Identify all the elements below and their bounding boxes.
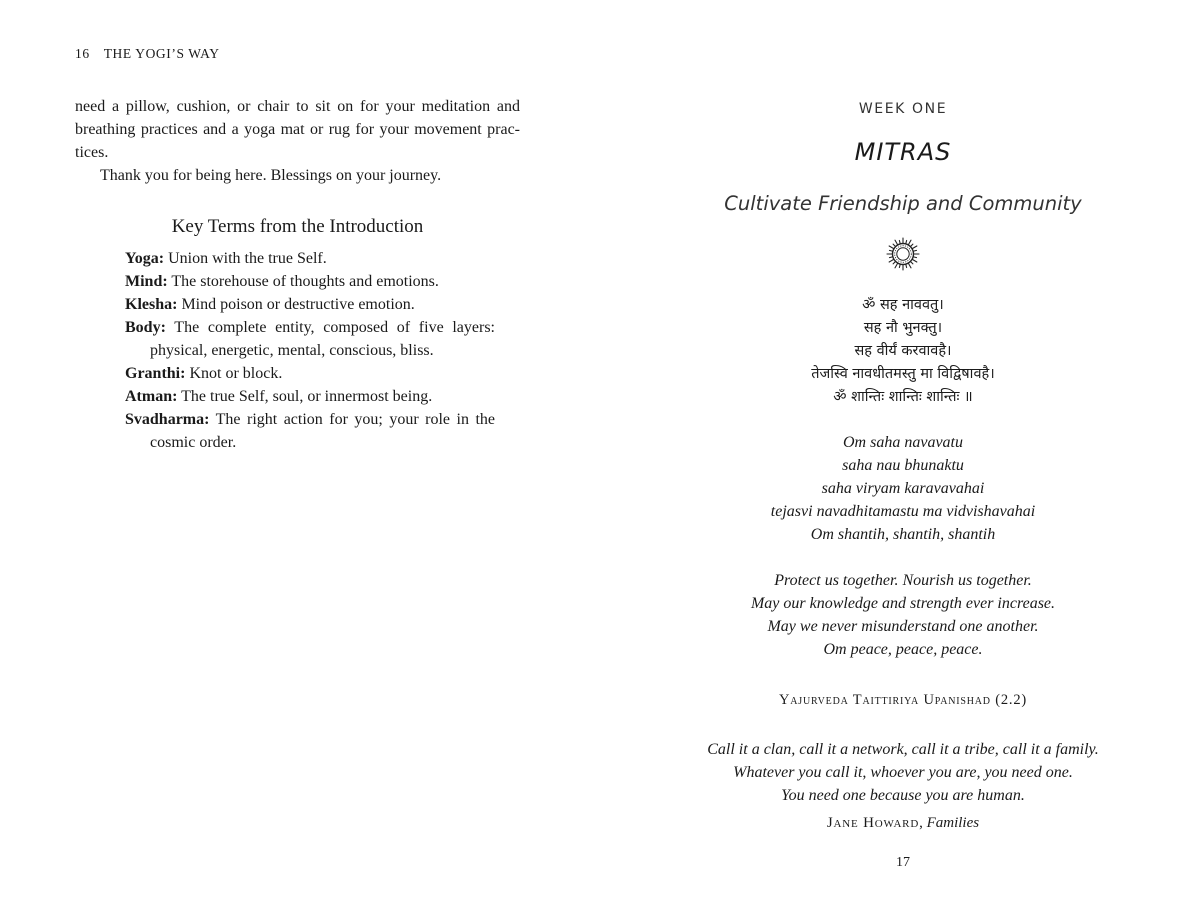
verse-line: Om saha navavatu [843,434,963,451]
attribution-separator: , [919,815,927,831]
verse-line: saha nau bhunaktu [842,457,964,474]
verse-source: Yajurveda Taittiriya Upanishad (2.2) [778,692,1028,708]
verse-line: May our knowledge and strength ever increase. [750,595,1056,612]
term: Svadharma: [125,411,210,428]
definition: The true Self, soul, or innermost being. [177,388,433,405]
epigraph-author: Jane Howard [826,815,920,831]
verse-line: May we never misunderstand one another. [767,618,1039,635]
paragraph: need a pillow, cushion, or chair to sit on for your meditation and breathing practices and a yoga mat or rug for your movement practices. [75,98,520,161]
key-terms-list [125,247,495,454]
epigraph [600,738,1200,807]
epigraph-line: You need one because you are human. [781,787,1025,804]
chapter-title: MITRAS [854,138,952,166]
verse-line: Om peace, peace, peace. [823,641,983,658]
week-label: WEEK ONE [858,101,948,117]
key-term-item [125,362,495,385]
key-term-item [125,247,495,270]
sun-ornament-icon [886,237,920,271]
definition: Mind poison or destructive emotion. [177,296,415,313]
running-head [75,46,220,62]
translation-verse [600,569,1200,661]
right-page [600,0,1200,900]
left-page-number: 16 [75,46,90,61]
term: Mind: [125,273,168,290]
definition: The storehouse of thoughts and emotions. [167,273,439,290]
verse-line: ॐ शान्तिः शान्तिः शान्तिः ॥ [833,389,973,405]
verse-line: सह वीर्यं करवावहै। [854,343,952,359]
key-term-item [125,385,495,408]
term: Yoga: [125,250,165,267]
definition: Knot or block. [185,365,283,382]
epigraph-line: Whatever you call it, whoever you are, you need one. [733,764,1073,781]
epigraph-attribution [600,815,1200,832]
key-terms-heading: Key Terms from the Introduction [171,216,424,237]
definition: The right action for you; your role in the cosmic order. [150,411,495,451]
key-term-item [125,270,495,293]
term: Body: [125,319,166,336]
key-term-item [125,293,495,316]
key-term-item [125,316,495,362]
key-term-item [125,408,495,454]
epigraph-line: Call it a clan, call it a network, call it a tribe, call it a family. [707,741,1099,758]
sanskrit-verse [600,294,1200,409]
book-title: THE YOGI’S WAY [103,46,220,61]
definition: The complete entity, composed of five layers: physical, energetic, mental, conscious, bliss. [150,319,495,359]
verse-line: Protect us together. Nourish us together. [774,572,1032,589]
verse-line: तेजस्वि नावधीतमस्तु मा विद्विषावहै। [811,366,995,382]
epigraph-work: Families [926,815,980,831]
chapter-subtitle: Cultivate Friendship and Community [724,192,1082,215]
transliteration-verse [600,431,1200,546]
body-text [75,95,520,187]
definition: Union with the true Self. [164,250,327,267]
verse-line: Om shantih, shantih, shantih [810,526,996,543]
verse-line: ॐ सह नाववतु। [862,297,944,313]
term: Granthi: [125,365,186,382]
right-page-number: 17 [896,855,910,870]
term: Klesha: [125,296,178,313]
verse-line: सह नौ भुनक्तु। [863,320,943,336]
verse-line: saha viryam karavavahai [821,480,985,497]
verse-line: tejasvi navadhitamastu ma vidvishavahai [770,503,1036,520]
paragraph: Thank you for being here. Blessings on your journey. [100,167,442,184]
term: Atman: [125,388,178,405]
